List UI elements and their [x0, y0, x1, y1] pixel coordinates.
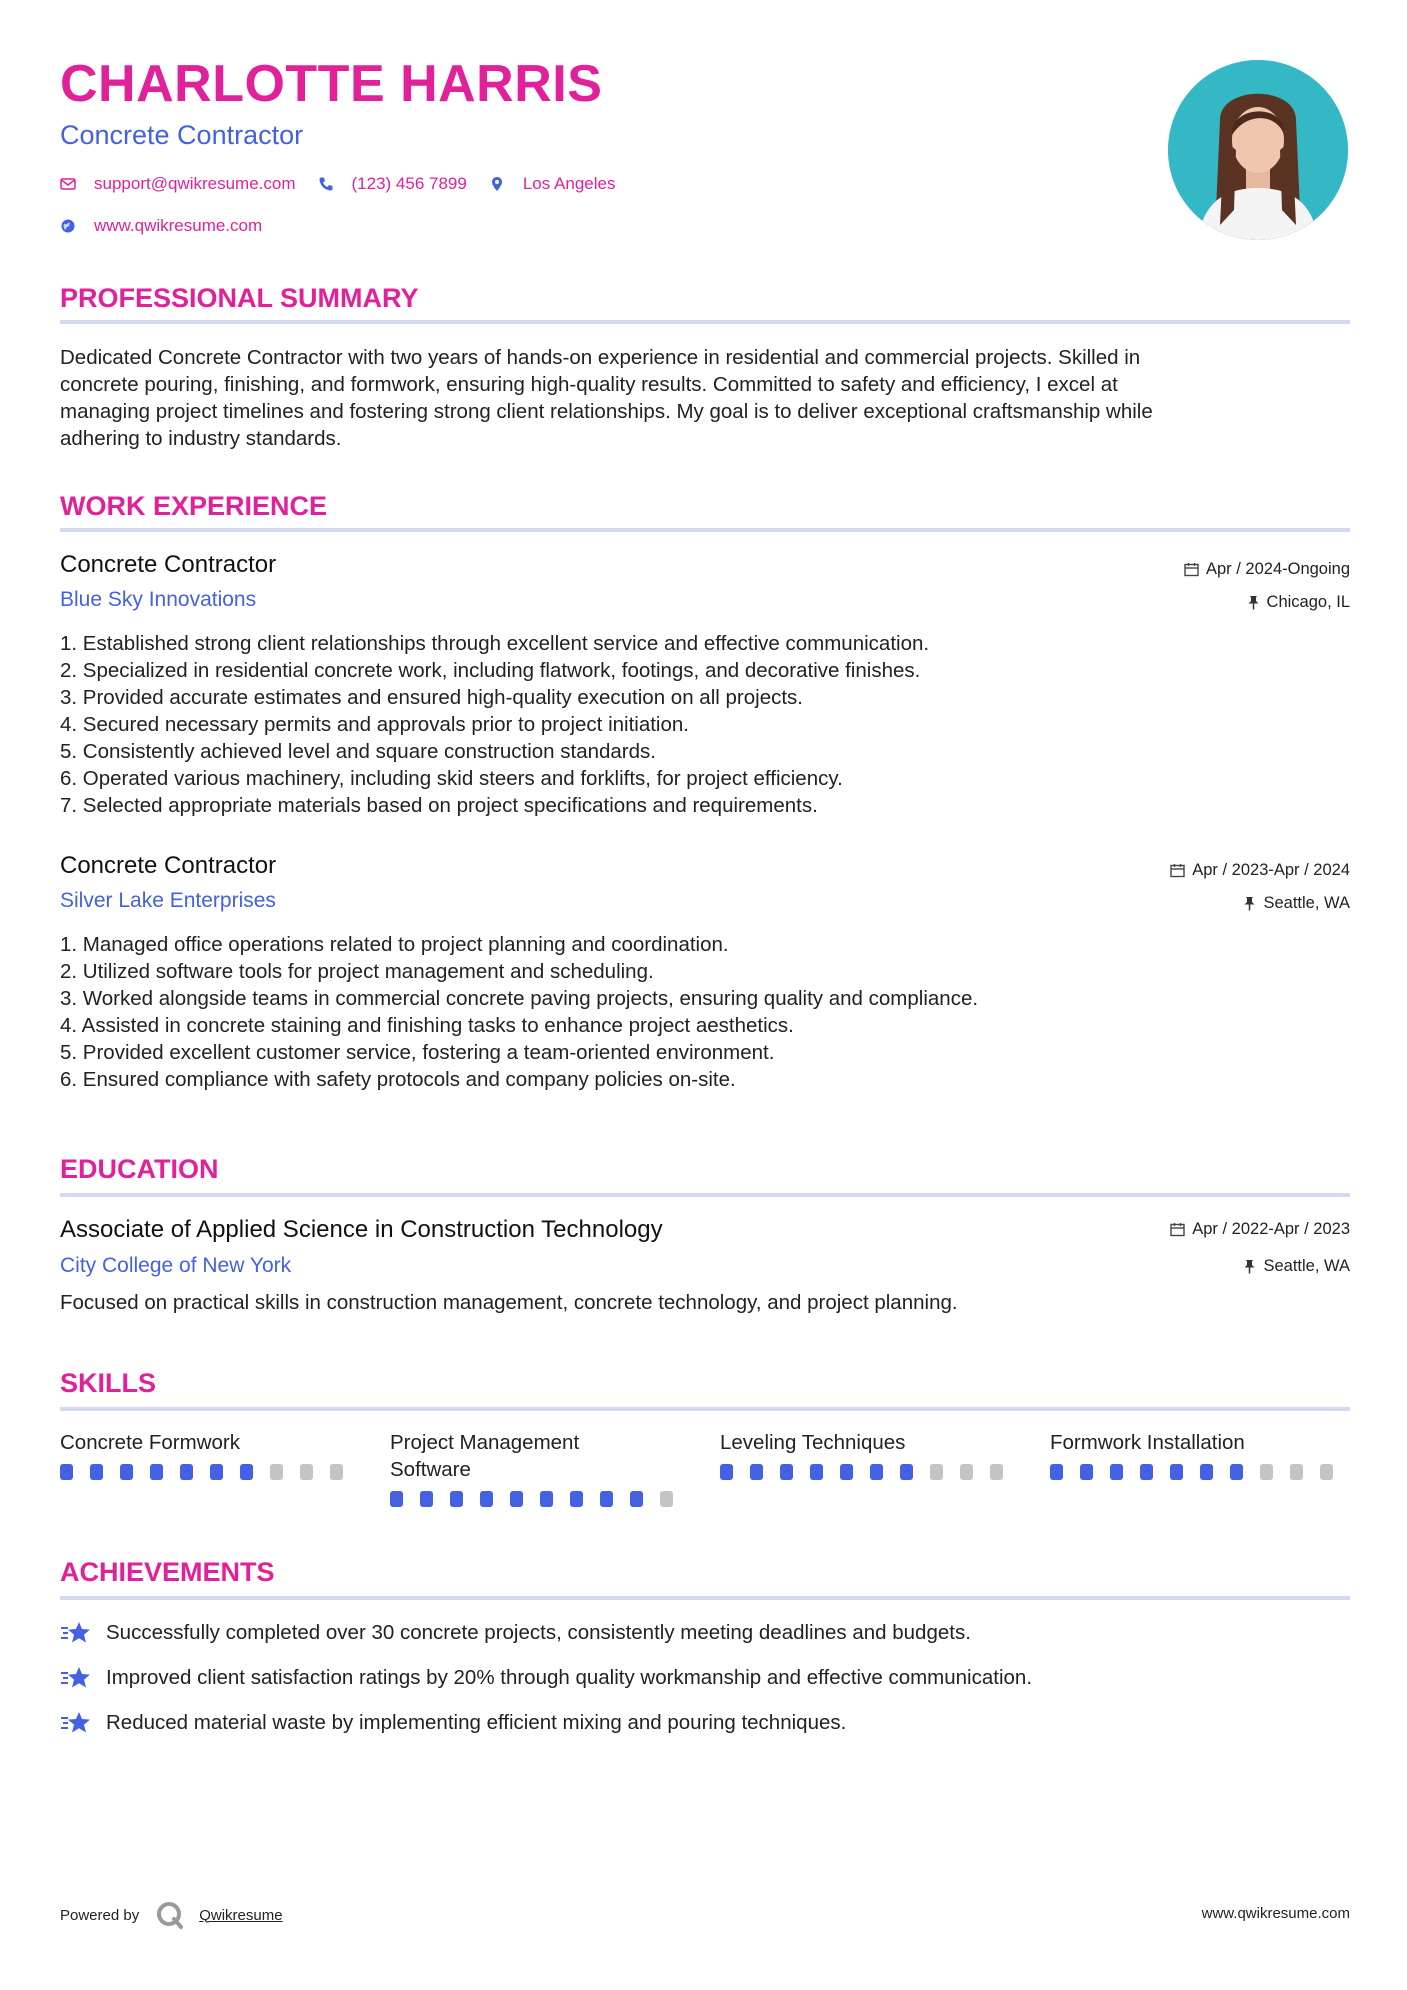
list-item: 2. Utilized software tools for project management and scheduling.: [60, 960, 654, 983]
job-bullets: [60, 931, 978, 1093]
list-item: 5. Provided excellent customer service, fostering a team-oriented environment.: [60, 1041, 775, 1064]
job-title: Concrete Contractor: [60, 852, 277, 879]
achievement-item: [60, 1710, 846, 1736]
contact-row-primary: [60, 174, 637, 194]
achievements-heading: ACHIEVEMENTS: [60, 1557, 275, 1587]
powered-by-label: Powered by: [60, 1906, 140, 1924]
email-link[interactable]: support@qwikresume.com: [94, 174, 296, 193]
skill-dot-filled: [1230, 1464, 1243, 1480]
summary-line: adhering to industry standards.: [60, 427, 342, 450]
skill-dot-filled: [1110, 1464, 1123, 1480]
pushpin-icon: [1247, 595, 1260, 610]
star-icon: [60, 1665, 92, 1691]
calendar-icon: [1170, 863, 1185, 878]
section-divider: [60, 1407, 1350, 1411]
pushpin-icon: [1243, 896, 1256, 911]
pushpin-icon: [1243, 1259, 1256, 1274]
star-icon: [60, 1620, 92, 1646]
list-item: 1. Established strong client relationships through excellent service and effective communication.: [60, 632, 930, 655]
job-bullets: [60, 630, 929, 819]
list-item: 4. Assisted in concrete staining and finishing tasks to enhance project aesthetics.: [60, 1014, 794, 1037]
skill-dot-filled: [120, 1464, 133, 1480]
section-divider: [60, 1596, 1350, 1600]
skill-dot-filled: [1170, 1464, 1183, 1480]
education-dates: [1170, 1220, 1350, 1239]
list-item: 2. Specialized in residential concrete work, including flatwork, footings, and decorative finishes.: [60, 659, 921, 682]
skill-name: Formwork Installation: [1050, 1431, 1245, 1454]
list-item: 6. Ensured compliance with safety protocols and company policies on-site.: [60, 1068, 736, 1091]
skill-dot-filled: [600, 1491, 613, 1507]
phone-number[interactable]: (123) 456 7899: [351, 174, 467, 193]
skill-dot-empty: [1320, 1464, 1333, 1480]
degree-title: Associate of Applied Science in Construction Technology: [60, 1216, 663, 1243]
location-text: Los Angeles: [522, 174, 616, 193]
skill-rating: [60, 1464, 360, 1480]
job-dates-text: Apr / 2024-Ongoing: [1205, 560, 1350, 578]
skills-heading: SKILLS: [60, 1368, 157, 1398]
skill-item: [390, 1429, 690, 1507]
skill-dot-filled: [870, 1464, 883, 1480]
school-name: City College of New York: [60, 1254, 292, 1277]
skill-dot-filled: [420, 1491, 433, 1507]
company-name: Silver Lake Enterprises: [60, 889, 276, 912]
skill-dot-empty: [330, 1464, 343, 1480]
skill-dot-filled: [180, 1464, 193, 1480]
skill-dot-filled: [570, 1491, 583, 1507]
education-description: Focused on practical skills in construction management, concrete technology, and project planning.: [60, 1291, 958, 1314]
globe-icon: [60, 218, 76, 234]
qwikresume-logo-icon: [155, 1900, 185, 1930]
achievement-text: Successfully completed over 30 concrete projects, consistently meeting deadlines and budgets.: [106, 1621, 971, 1644]
skill-dot-filled: [1200, 1464, 1213, 1480]
skill-dot-empty: [300, 1464, 313, 1480]
section-divider: [60, 1193, 1350, 1197]
achievement-text: Reduced material waste by implementing efficient mixing and pouring techniques.: [106, 1711, 847, 1734]
list-item: 7. Selected appropriate materials based on project specifications and requirements.: [60, 794, 818, 817]
skill-dot-filled: [1050, 1464, 1063, 1480]
skill-dot-filled: [240, 1464, 253, 1480]
location-pin-icon: [489, 176, 505, 192]
skill-dot-filled: [450, 1491, 463, 1507]
skill-name: Software: [390, 1458, 471, 1481]
skill-dot-filled: [900, 1464, 913, 1480]
skill-name: Project Management: [390, 1431, 580, 1454]
list-item: 5. Consistently achieved level and square construction standards.: [60, 740, 656, 763]
job-dates: [1184, 560, 1350, 579]
skill-item: [720, 1429, 1020, 1480]
skill-item: [1050, 1429, 1350, 1480]
job-location: [1243, 894, 1350, 913]
resume-page: [60, 0, 1350, 1990]
skill-dot-empty: [1260, 1464, 1273, 1480]
skill-dot-filled: [540, 1491, 553, 1507]
achievement-text: Improved client satisfaction ratings by 20% through quality workmanship and effective communication.: [106, 1666, 1033, 1689]
skill-dot-empty: [270, 1464, 283, 1480]
candidate-name: CHARLOTTE HARRIS: [60, 55, 603, 113]
education-dates-text: Apr / 2022-Apr / 2023: [1192, 1220, 1350, 1238]
candidate-title: Concrete Contractor: [60, 120, 304, 150]
achievement-item: [60, 1620, 971, 1646]
skill-dot-filled: [60, 1464, 73, 1480]
skill-dot-filled: [720, 1464, 733, 1480]
company-name: Blue Sky Innovations: [60, 588, 257, 611]
skill-dot-filled: [480, 1491, 493, 1507]
skill-dot-filled: [780, 1464, 793, 1480]
skill-rating: [720, 1464, 1020, 1480]
skill-name: Concrete Formwork: [60, 1431, 240, 1454]
education-location: [1243, 1257, 1350, 1276]
skill-dot-filled: [1080, 1464, 1093, 1480]
skill-rating: [390, 1491, 690, 1507]
section-divider: [60, 320, 1350, 324]
list-item: 6. Operated various machinery, including skid steers and forklifts, for project efficiency.: [60, 767, 843, 790]
job-location-text: Seattle, WA: [1263, 894, 1350, 912]
skill-dot-filled: [510, 1491, 523, 1507]
profile-photo: [1168, 60, 1348, 240]
list-item: 4. Secured necessary permits and approvals prior to project initiation.: [60, 713, 689, 736]
skill-dot-filled: [840, 1464, 853, 1480]
achievement-item: [60, 1665, 1032, 1691]
education-heading: EDUCATION: [60, 1154, 219, 1184]
summary-line: managing project timelines and fostering strong client relationships. My goal is to deliver exceptional craftsmanship while: [60, 400, 1153, 423]
skill-dot-filled: [390, 1491, 403, 1507]
skill-dot-filled: [1140, 1464, 1153, 1480]
job-title: Concrete Contractor: [60, 551, 277, 578]
skill-dot-empty: [930, 1464, 943, 1480]
skill-dot-filled: [90, 1464, 103, 1480]
list-item: 3. Provided accurate estimates and ensured high-quality execution on all projects.: [60, 686, 803, 709]
skill-dot-empty: [660, 1491, 673, 1507]
list-item: 1. Managed office operations related to project planning and coordination.: [60, 933, 729, 956]
calendar-icon: [1184, 562, 1199, 577]
footer-powered-by: [60, 1900, 283, 1930]
website-link[interactable]: www.qwikresume.com: [94, 216, 263, 235]
skill-dot-filled: [210, 1464, 223, 1480]
summary-line: Dedicated Concrete Contractor with two years of hands-on experience in residential and commercial projects. Skilled in: [60, 346, 1141, 369]
summary-text: [60, 344, 1350, 452]
skill-dot-filled: [150, 1464, 163, 1480]
job-dates-text: Apr / 2023-Apr / 2024: [1192, 861, 1350, 879]
email-icon: [60, 176, 76, 192]
job-location: [1247, 593, 1350, 612]
summary-heading: PROFESSIONAL SUMMARY: [60, 283, 419, 313]
education-location-text: Seattle, WA: [1263, 1257, 1350, 1275]
skill-name: Leveling Techniques: [720, 1431, 906, 1454]
job-dates: [1170, 861, 1350, 880]
skill-dot-filled: [750, 1464, 763, 1480]
job-location-text: Chicago, IL: [1266, 593, 1350, 611]
skill-dot-empty: [990, 1464, 1003, 1480]
footer-website[interactable]: www.qwikresume.com: [1201, 1905, 1350, 1922]
section-divider: [60, 528, 1350, 532]
calendar-icon: [1170, 1222, 1185, 1237]
skill-dot-empty: [1290, 1464, 1303, 1480]
list-item: 3. Worked alongside teams in commercial concrete paving projects, ensuring quality and compliance.: [60, 987, 979, 1010]
skill-item: [60, 1429, 360, 1480]
skill-dot-filled: [810, 1464, 823, 1480]
phone-icon: [318, 176, 334, 192]
skill-dot-empty: [960, 1464, 973, 1480]
qwikresume-brand-link[interactable]: Qwikresume: [199, 1906, 283, 1924]
skill-rating: [1050, 1464, 1350, 1480]
contact-row-secondary: [60, 216, 284, 236]
experience-heading: WORK EXPERIENCE: [60, 491, 328, 521]
skill-dot-filled: [630, 1491, 643, 1507]
summary-line: concrete pouring, finishing, and formwork, ensuring high-quality results. Committed to safety and efficiency, I excel at: [60, 373, 1118, 396]
star-icon: [60, 1710, 92, 1736]
